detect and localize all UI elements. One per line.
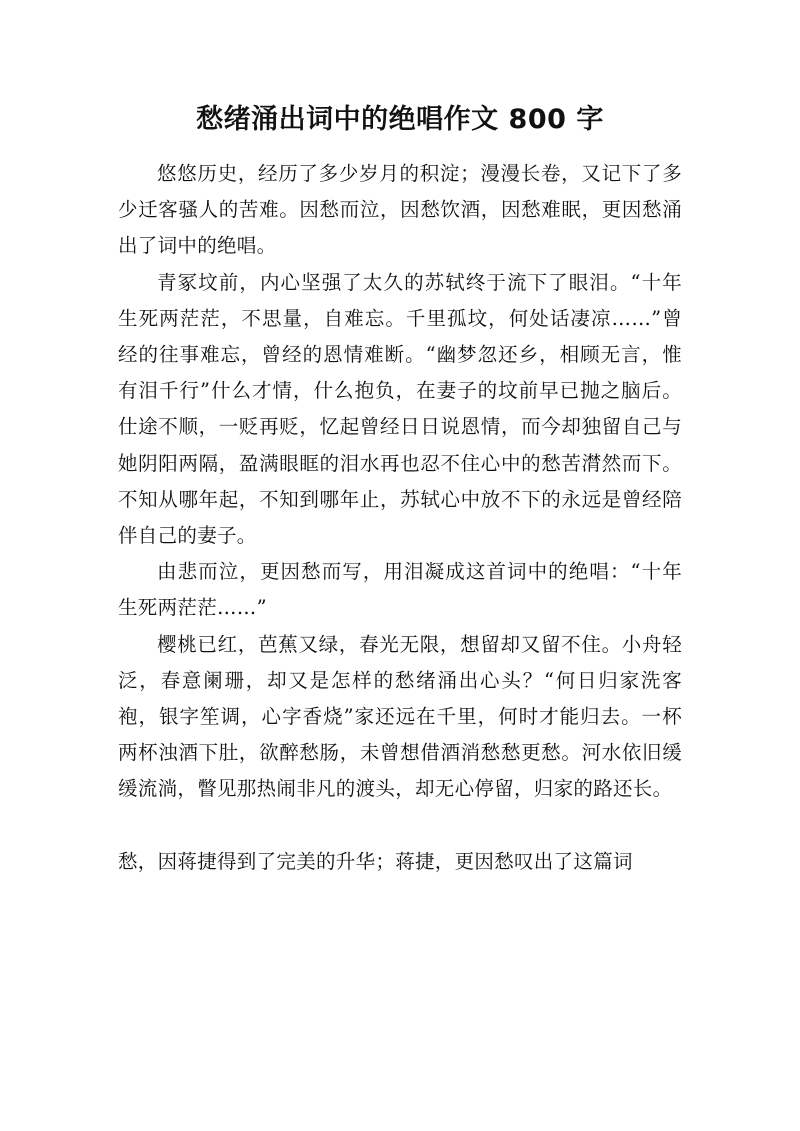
paragraph-4: 樱桃已红，芭蕉又绿，春光无限，想留却又留不住。小舟轻泛，春意阑珊，却又是怎样的愁绪涌出心头？“何日归家洗客袍，银字笙调，心字香烧”家还远在千里，何时才能归去。一杯两杯浊酒下肚，欲醉愁肠，未曾想借酒消愁愁更愁。河水依旧缓缓流淌，瞥见那热闹非凡的渡头，却无心停留，归家的路还长。 [118, 632, 682, 801]
paragraph-3: 由悲而泣，更因愁而写，用泪凝成这首词中的绝唱：“十年生死两茫茫……” [118, 560, 682, 620]
paragraph-5: 愁，因蒋捷得到了完美的升华；蒋捷，更因愁叹出了这篇词 [118, 849, 633, 873]
paragraph-2: 青冢坟前，内心坚强了太久的苏轼终于流下了眼泪。“十年生死两茫茫，不思量，自难忘。千里孤坟，何处话凄凉……”曾经的往事难忘，曾经的恩情难断。“幽梦忽还乡，相顾无言，惟有泪千行”什么才情，什么抱负，在妻子的坟前早已抛之脑后。仕途不顺，一贬再贬，忆起曾经日日说恩情，而今却独留自己与她阴阳两隔，盈满眼眶的泪水再也忍不住心中的愁苦潸然而下。不知从哪年起，不知到哪年止，苏轼心中放不下的永远是曾经陪伴自己的妻子。 [118, 270, 682, 548]
document-body [118, 156, 682, 880]
document-title: 愁绪涌出词中的绝唱作文 800 字 [196, 104, 604, 135]
paragraph-1: 悠悠历史，经历了多少岁月的积淀；漫漫长卷，又记下了多少迁客骚人的苦难。因愁而泣，因愁饮酒，因愁难眠，更因愁涌出了词中的绝唱。 [118, 162, 682, 258]
